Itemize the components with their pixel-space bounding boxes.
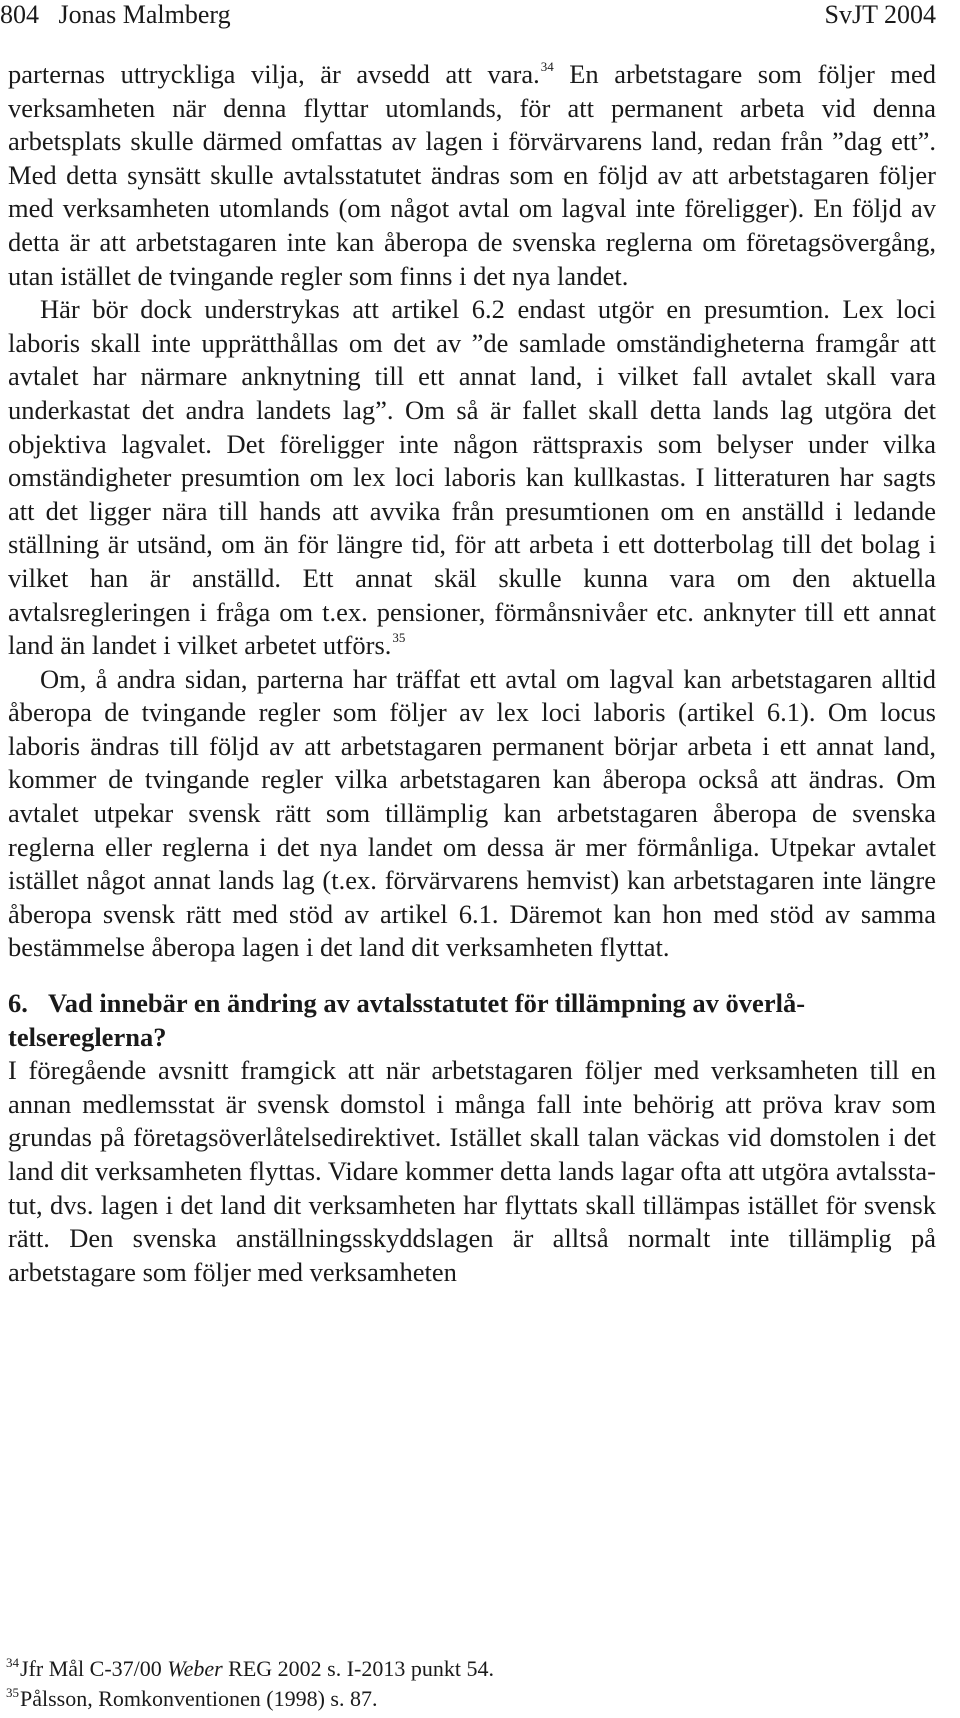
page-number: 804 (0, 0, 39, 29)
paragraph-1-start: parternas uttryckliga vilja, är avsedd att vara. (8, 59, 540, 89)
footnote-34 (6, 1654, 934, 1684)
paragraph-3: Om, å andra sidan, parterna har träffat ett avtal om lagval kan arbetstagaren alltid åberopa de tvingande regler som följer av lex loci laboris (artikel 6.1). Om locus laboris ändras till följd av att arbetstagaren permanent börjar arbeta i ett annat land, kommer de tvingande regler vilka arbetstagaren kan åberopa också att ändras. Om avtalet utpekar svensk rätt som tillämplig kan arbetstagaren åberopa de svenska reglerna eller reglerna i det nya landet om dessa är mer förmånliga. Utpekar avtalet istället något annat lands lag (t.ex. förvärvarens hemvist) kan arbetstagaren inte längre åberopa svensk rätt med stöd av artikel 6.1. Däremot kan hon med stöd av samma bestämmelse åberopa lagen i det land dit verksamheten flyttat. (8, 663, 936, 963)
journal-name: SvJT 2004 (824, 0, 936, 29)
author-name: Jonas Malmberg (58, 0, 231, 29)
footnote-text: Jfr Mål C-37/00 (20, 1656, 168, 1681)
running-head-left (0, 0, 231, 30)
section-title: Vad innebär en ändring av avtalsstatutet för tillämpning av överlåtelsereglerna? (8, 988, 806, 1052)
footnote-text-end: REG 2002 s. I-2013 punkt 54. (222, 1656, 494, 1681)
paragraph-1-rest: En arbetstagare som följer med verksamheten när denna flyttar utomlands, för att permanent arbeta vid denna arbetsplats skulle därmed omfattas av lagen i förvärvarens land, redan från ”dag ett”. Med detta synsätt skulle avtalsstatutet ändras som en följd av att arbetstagaren följer med verksamheten utomlands (om något avtal om lagval inte föreligger). En följd av detta är att arbetstagaren inte kan åberopa de svenska reglerna om företagsövergång, utan istället de tvingande regler som finns i det nya landet. (8, 59, 936, 291)
paragraph-1 (8, 58, 936, 293)
paragraph-2 (8, 293, 936, 663)
footnote-number: 34 (6, 1654, 19, 1670)
footnote-case-name: Weber (167, 1656, 223, 1681)
running-head (0, 0, 936, 30)
footnote-35 (6, 1684, 934, 1714)
footnote-text: Pålsson, Romkonventionen (1998) s. 87. (20, 1686, 378, 1711)
body-text (8, 58, 936, 1289)
footnote-ref-35[interactable]: 35 (392, 630, 406, 646)
section-heading (8, 987, 936, 1054)
section-paragraph-1: I föregående avsnitt framgick att när arbetstagaren följer med verksamheten till en annan medlemsstat är svensk domstol i många fall inte behörig att pröva krav som grundas på företagsöverlåtelsedirektivet. Istället skall talan väckas vid domstolen i det land dit verksamheten flyttas. Vidare kommer detta lands lagar ofta att utgöra avtalsstatut, dvs. lagen i det land dit verksamheten har flyttats skall tillämpas istället för svensk rätt. Den svenska anställningsskyddslagen är alltså normalt inte tillämplig på arbetstagare som följer med verksamheten (8, 1055, 936, 1287)
paragraph-2-text: Här bör dock understrykas att artikel 6.2 endast utgör en presumtion. Lex loci laboris skall inte upprätthållas om det av ”de samlade omständigheterna framgår att avtalet har närmare anknytning till ett annat land, i vilket fall avtalet skall vara underkastat det andra landets lag”. Om så är fallet skall detta lands lag utgöra det objektiva lagvalet. Det föreligger inte någon rättspraxis som belyser under vilka omständigheter presumtion om lex loci laboris kan kullkastas. I litteraturen har sagts att det ligger nära till hands att avvika från presumtionen om en anställd i ledande ställning är utsänd, om än för längre tid, för att arbeta i ett dotterbolag till det bolag i vilket han är anställd. Ett annat skäl skulle kunna vara om den aktuella avtalsregleringen i fråga om t.ex. pensioner, förmånsnivåer etc. anknyter till ett annat land än landet i vilket arbetet utförs. (8, 294, 936, 661)
section-number: 6. (8, 988, 28, 1019)
footnote-number: 35 (6, 1684, 19, 1700)
footnote-ref-34[interactable]: 34 (540, 59, 554, 75)
footnotes (6, 1654, 934, 1714)
